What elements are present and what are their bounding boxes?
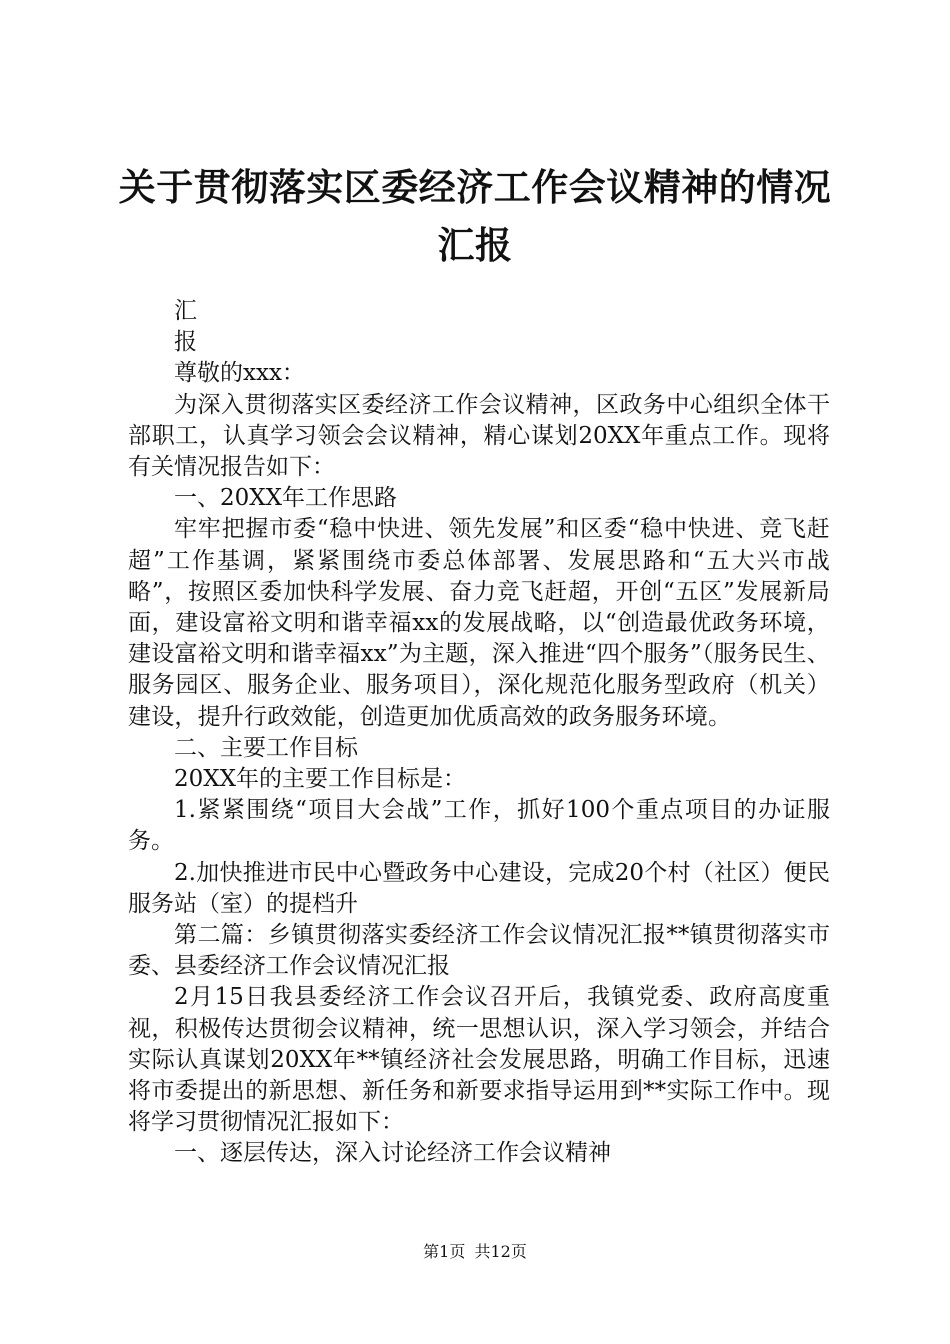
page-total: 共12页 — [474, 1242, 527, 1261]
section-heading-work-ideas: 一、20XX年工作思路 — [174, 485, 398, 512]
paragraph-second-article-intro: 2月15日我县委经济工作会议召开后，我镇党委、政府高度重视，积极传达贯彻会议精神，统一思想认识，深入学习领会，并结合实际认真谋划20XX年**镇经济社会发展思路，明确工作目标，迅速将市委提出的新思想、新任务和新要求指导运用到**实际工作中。现将学习贯彻情况汇报如下： — [128, 984, 830, 1136]
document-title: 关于贯彻落实区委经济工作会议精神的情况汇报 — [118, 165, 832, 267]
paragraph-goals-lead: 20XX年的主要工作目标是： — [174, 766, 467, 793]
paragraph-second-article-title: 第二篇：乡镇贯彻落实委经济工作会议情况汇报**镇贯彻落实市委、县委经济工作会议情况汇报 — [128, 922, 830, 980]
paragraph-goal-1: 1.紧紧围绕“项目大会战”工作，抓好100个重点项目的办证服务。 — [128, 797, 830, 855]
paragraph-salutation-part1: 汇 — [174, 298, 197, 324]
paragraph-greeting: 尊敬的xxx： — [174, 360, 305, 387]
paragraph-salutation-part2: 报 — [174, 329, 197, 356]
paragraph-goal-2: 2.加快推进市民中心暨政务中心建设，完成20个村（社区）便民服务站（室）的提档升 — [128, 859, 830, 917]
paragraph-work-ideas: 牢牢把握市委“稳中快进、领先发展”和区委“稳中快进、竞飞赶超”工作基调，紧紧围绕市委总体部署、发展思路和“五大兴市战略”，按照区委加快科学发展、奋力竞飞赶超，开创“五区”发展新局面，建设富裕文明和谐幸福xx的发展战略，以“创造最优政务环境，建设富裕文明和谐幸福xx”为主题，深入推进“四个服务”（服务民生、服务园区、服务企业、服务项目），深化规范化服务型政府（机关）建设，提升行政效能，创造更加优质高效的政务服务环境。 — [128, 516, 830, 730]
section-heading-main-goals: 二、主要工作目标 — [174, 734, 358, 761]
page-number: 第1页 — [423, 1242, 466, 1261]
document-body — [128, 296, 830, 1170]
paragraph-intro: 为深入贯彻落实区委经济工作会议精神，区政务中心组织全体干部职工，认真学习领会会议精神，精心谋划20XX年重点工作。现将有关情况报告如下： — [128, 391, 830, 481]
page-footer — [0, 1241, 950, 1263]
section-heading-convey: 一、逐层传达，深入讨论经济工作会议精神 — [174, 1140, 611, 1167]
